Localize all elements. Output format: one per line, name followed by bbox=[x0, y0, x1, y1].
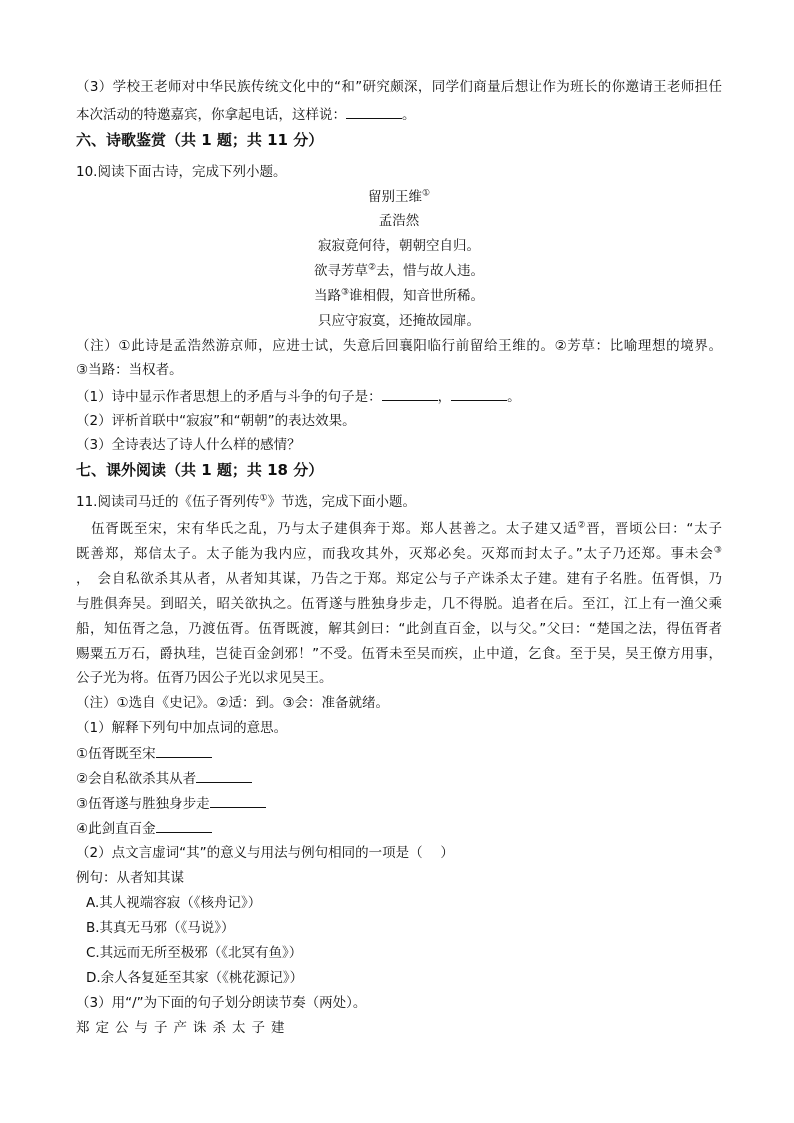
poem-line-2 bbox=[76, 261, 722, 281]
q10-intro: 10.阅读下面古诗，完成下列小题。 bbox=[76, 164, 287, 180]
q10-sub1-blank-1[interactable] bbox=[382, 386, 438, 401]
q11-option-c[interactable]: C.其远而无所至极邪（《北冥有鱼》） bbox=[86, 945, 303, 961]
q9-3-answer-blank[interactable] bbox=[346, 104, 402, 119]
poem-line-2a: 欲寻芳草 bbox=[313, 263, 368, 279]
q10-notes-line1: （注）①此诗是孟浩然游京师，应进士试，失意后回襄阳临行前留给王维的。②芳草：比喻理想的境界。 bbox=[76, 338, 722, 354]
q11-para-2: 既善郑，郑信太子。太子能为我内应，而我攻其外，灭郑必矣。灭郑而封太子。”太子乃还郑。事未会 bbox=[76, 546, 714, 562]
q11-para-line6: 赐粟五万石，爵执珪，岂徒百金剑邪！”不受。伍胥未至吴而疾，止中道，乞食。至于吴，吴王僚方用事， bbox=[76, 646, 722, 662]
q11-notes: （注）①选自《史记》。②适：到。③会：准备就绪。 bbox=[76, 695, 390, 711]
q11-para-note-3: ③ bbox=[713, 545, 722, 556]
q11-option-d[interactable]: D.余人各复延至其家（《桃花源记》） bbox=[86, 970, 304, 986]
poem-title-text: 留别王维 bbox=[367, 189, 422, 205]
section-6-heading: 六、诗歌鉴赏（共 1 题；共 11 分） bbox=[76, 131, 324, 149]
q10-sub3: （3）全诗表达了诗人什么样的感情？ bbox=[76, 437, 301, 453]
q10-sub1-end: 。 bbox=[507, 389, 521, 405]
poem-line-1: 寂寂竟何待，朝朝空自归。 bbox=[318, 238, 480, 254]
q9-3-line2-end: 。 bbox=[402, 107, 416, 123]
q11-para-line3: ， 会自私欲杀其从者，从者知其谋，乃告之于郑。郑定公与子产诛杀太子建。建有子名胜。伍胥惧，乃 bbox=[76, 571, 722, 587]
poem-author: 孟浩然 bbox=[378, 213, 420, 229]
q11-intro-note: ① bbox=[259, 493, 268, 504]
q11-item-3 bbox=[76, 793, 266, 814]
q11-item-4-text: ④此剑直百金 bbox=[76, 821, 156, 837]
q11-para-1a: 伍胥既至宋，宋有华氏之乱，乃与太子建俱奔于郑。郑人甚善之。太子建又适 bbox=[91, 521, 578, 537]
q11-para-line7: 公子光为将。伍胥乃因公子光以求见吴王。 bbox=[76, 670, 333, 686]
q11-example: 例句：从者知其谋 bbox=[76, 870, 184, 886]
section-7-heading: 七、课外阅读（共 1 题；共 18 分） bbox=[76, 461, 324, 479]
q11-para-note-2: ② bbox=[577, 520, 587, 531]
q11-item-2-blank[interactable] bbox=[196, 768, 252, 783]
q9-3-line1: （3）学校王老师对中华民族传统文化中的“和”研究颇深，同学们商量后想让作为班长的你邀请王老师担任 bbox=[76, 79, 722, 95]
q9-3-line2-text: 本次活动的特邀嘉宾，你拿起电话，这样说： bbox=[76, 107, 346, 123]
q11-intro-a: 11.阅读司马迁的《伍子胥列传 bbox=[76, 494, 260, 510]
q11-sub3: （3）用“/”为下面的句子划分朗读节奏（两处）。 bbox=[76, 995, 367, 1011]
q11-item-2 bbox=[76, 768, 252, 789]
q11-intro bbox=[76, 492, 416, 512]
poem-line-3 bbox=[76, 286, 722, 306]
q11-item-1-blank[interactable] bbox=[156, 743, 212, 758]
q11-sub1: （1）解释下列句中加点词的意思。 bbox=[76, 720, 288, 736]
poem-note-3: ③ bbox=[340, 287, 350, 298]
q11-para-1b: 晋，晋顷公曰：“太子 bbox=[586, 521, 722, 537]
q10-sub1-blank-2[interactable] bbox=[451, 386, 507, 401]
q11-sentence: 郑定公与子产诛杀太子建 bbox=[76, 1020, 291, 1036]
q10-sub1 bbox=[76, 386, 521, 407]
q11-option-b[interactable]: B.其真无马邪（《马说》） bbox=[86, 920, 235, 936]
q10-sub1-text: （1）诗中显示作者思想上的矛盾与斗争的句子是： bbox=[76, 389, 382, 405]
q11-item-1-text: ①伍胥既至宋 bbox=[76, 746, 156, 762]
poem-line-3a: 当路 bbox=[313, 288, 341, 304]
q11-item-4-blank[interactable] bbox=[156, 818, 212, 833]
poem-line-2b: 去，惜与故人违。 bbox=[376, 263, 485, 279]
poem-line-4: 只应守寂寞，还掩故园扉。 bbox=[318, 313, 480, 329]
q11-para-line1 bbox=[91, 519, 722, 539]
poem-title bbox=[76, 187, 722, 207]
q11-option-a[interactable]: A.其人视端容寂（《核舟记》） bbox=[86, 895, 262, 911]
q11-para-line2 bbox=[76, 544, 722, 564]
q9-3-line2 bbox=[76, 104, 416, 125]
q11-item-4 bbox=[76, 818, 212, 839]
q10-sub1-sep: ， bbox=[437, 389, 452, 405]
poem-line-3b: 谁相假，知音世所稀。 bbox=[349, 288, 485, 304]
q11-item-1 bbox=[76, 743, 212, 764]
q11-item-3-blank[interactable] bbox=[210, 793, 266, 808]
q11-intro-b: 》节选，完成下面小题。 bbox=[267, 494, 417, 510]
q11-para-line5: 船，知伍胥之急，乃渡伍胥。伍胥既渡，解其剑曰：“此剑直百金，以与父。”父曰：“楚国之法，得伍胥者 bbox=[76, 621, 722, 637]
q10-notes-line2: ③当路：当权者。 bbox=[76, 362, 183, 378]
q11-item-3-text: ③伍胥遂与胜独身步走 bbox=[76, 796, 210, 812]
poem-title-note: ① bbox=[421, 188, 431, 199]
q10-sub2: （2）评析首联中“寂寂”和“朝朝”的表达效果。 bbox=[76, 413, 356, 429]
q11-item-2-text: ②会自私欲杀其从者 bbox=[76, 771, 197, 787]
q11-para-line4: 与胜俱奔吴。到昭关，昭关欲执之。伍胥遂与胜独身步走，几不得脱。追者在后。至江，江上有一渔父乘 bbox=[76, 596, 722, 612]
poem-note-2: ② bbox=[367, 262, 377, 273]
q11-sub2: （2）点文言虚词“其”的意义与用法与例句相同的一项是（ ） bbox=[76, 845, 454, 861]
